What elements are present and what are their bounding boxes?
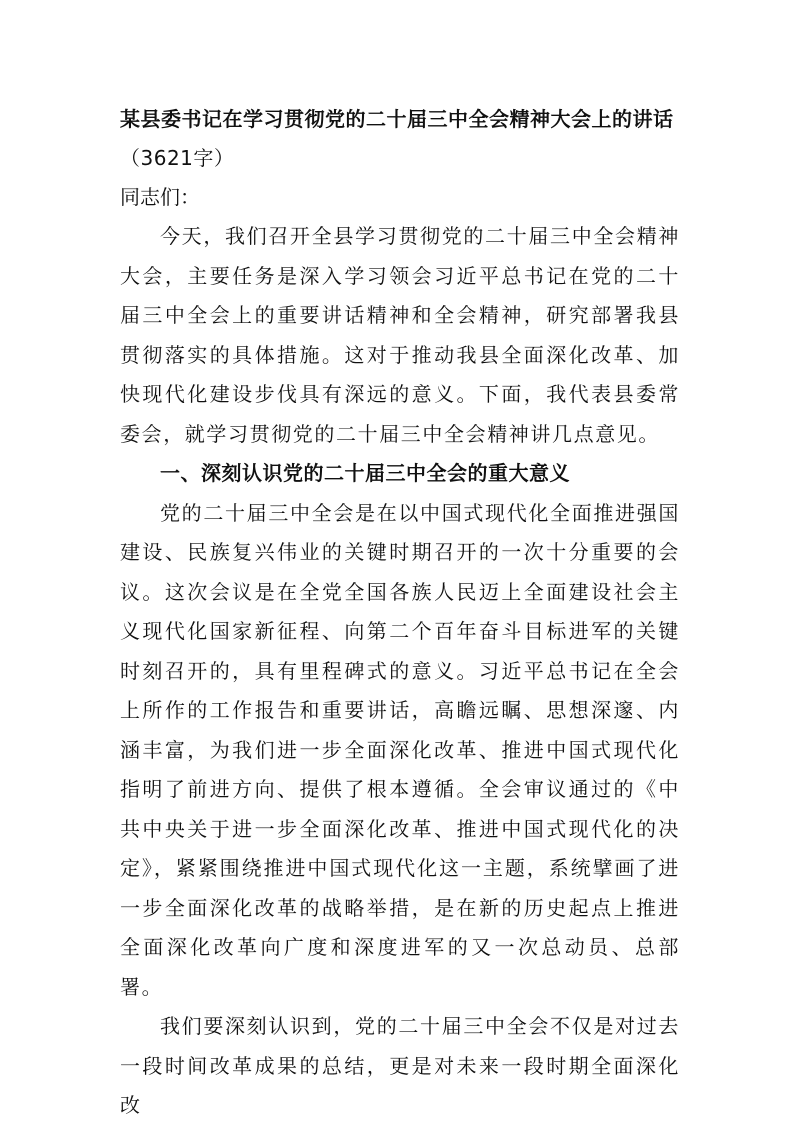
title-text: 某县委书记在学习贯彻党的二十届三中全会精神大会上的讲话 (120, 107, 674, 131)
section-paragraph-1: 党的二十届三中全会是在以中国式现代化全面推进强国建设、民族复兴伟业的关键时期召开的一次十分重要的会议。这次会议是在全党全国各族人民迈上全面建设社会主义现代化国家新征程、向第二个百年奋斗目标进军的关键时刻召开的，具有里程碑式的意义。习近平总书记在全会上所作的工作报告和重要讲话，高瞻远瞩、思想深邃、内涵丰富，为我们进一步全面深化改革、推进中国式现代化指明了前进方向、提供了根本遵循。全会审议通过的《中共中央关于进一步全面深化改革、推进中国式现代化的决定》，紧紧围绕推进中国式现代化这一主题，系统擘画了进一步全面深化改革的战略举措，是在新的历史起点上推进全面深化改革向广度和深度进军的又一次总动员、总部署。 (120, 500, 680, 999)
salutation: 同志们： (120, 185, 200, 209)
title-word-count: （3621字） (120, 146, 235, 170)
document-title (120, 100, 680, 178)
document-page (120, 100, 680, 1126)
intro-paragraph: 今天，我们召开全县学习贯彻党的二十届三中全会精神大会，主要任务是深入学习领会习近平总书记在党的二十届三中全会上的重要讲话精神和全会精神，研究部署我县贯彻落实的具体措施。这对于推动我县全面深化改革、加快现代化建设步伐具有深远的意义。下面，我代表县委常委会，就学习贯彻党的二十届三中全会精神讲几点意见。 (120, 224, 680, 446)
section-heading: 一、深刻认识党的二十届三中全会的重大意义 (160, 461, 570, 485)
section-paragraph-2: 我们要深刻认识到，党的二十届三中全会不仅是对过去一段时间改革成果的总结，更是对未来一段时期全面深化改 (120, 1014, 680, 1117)
